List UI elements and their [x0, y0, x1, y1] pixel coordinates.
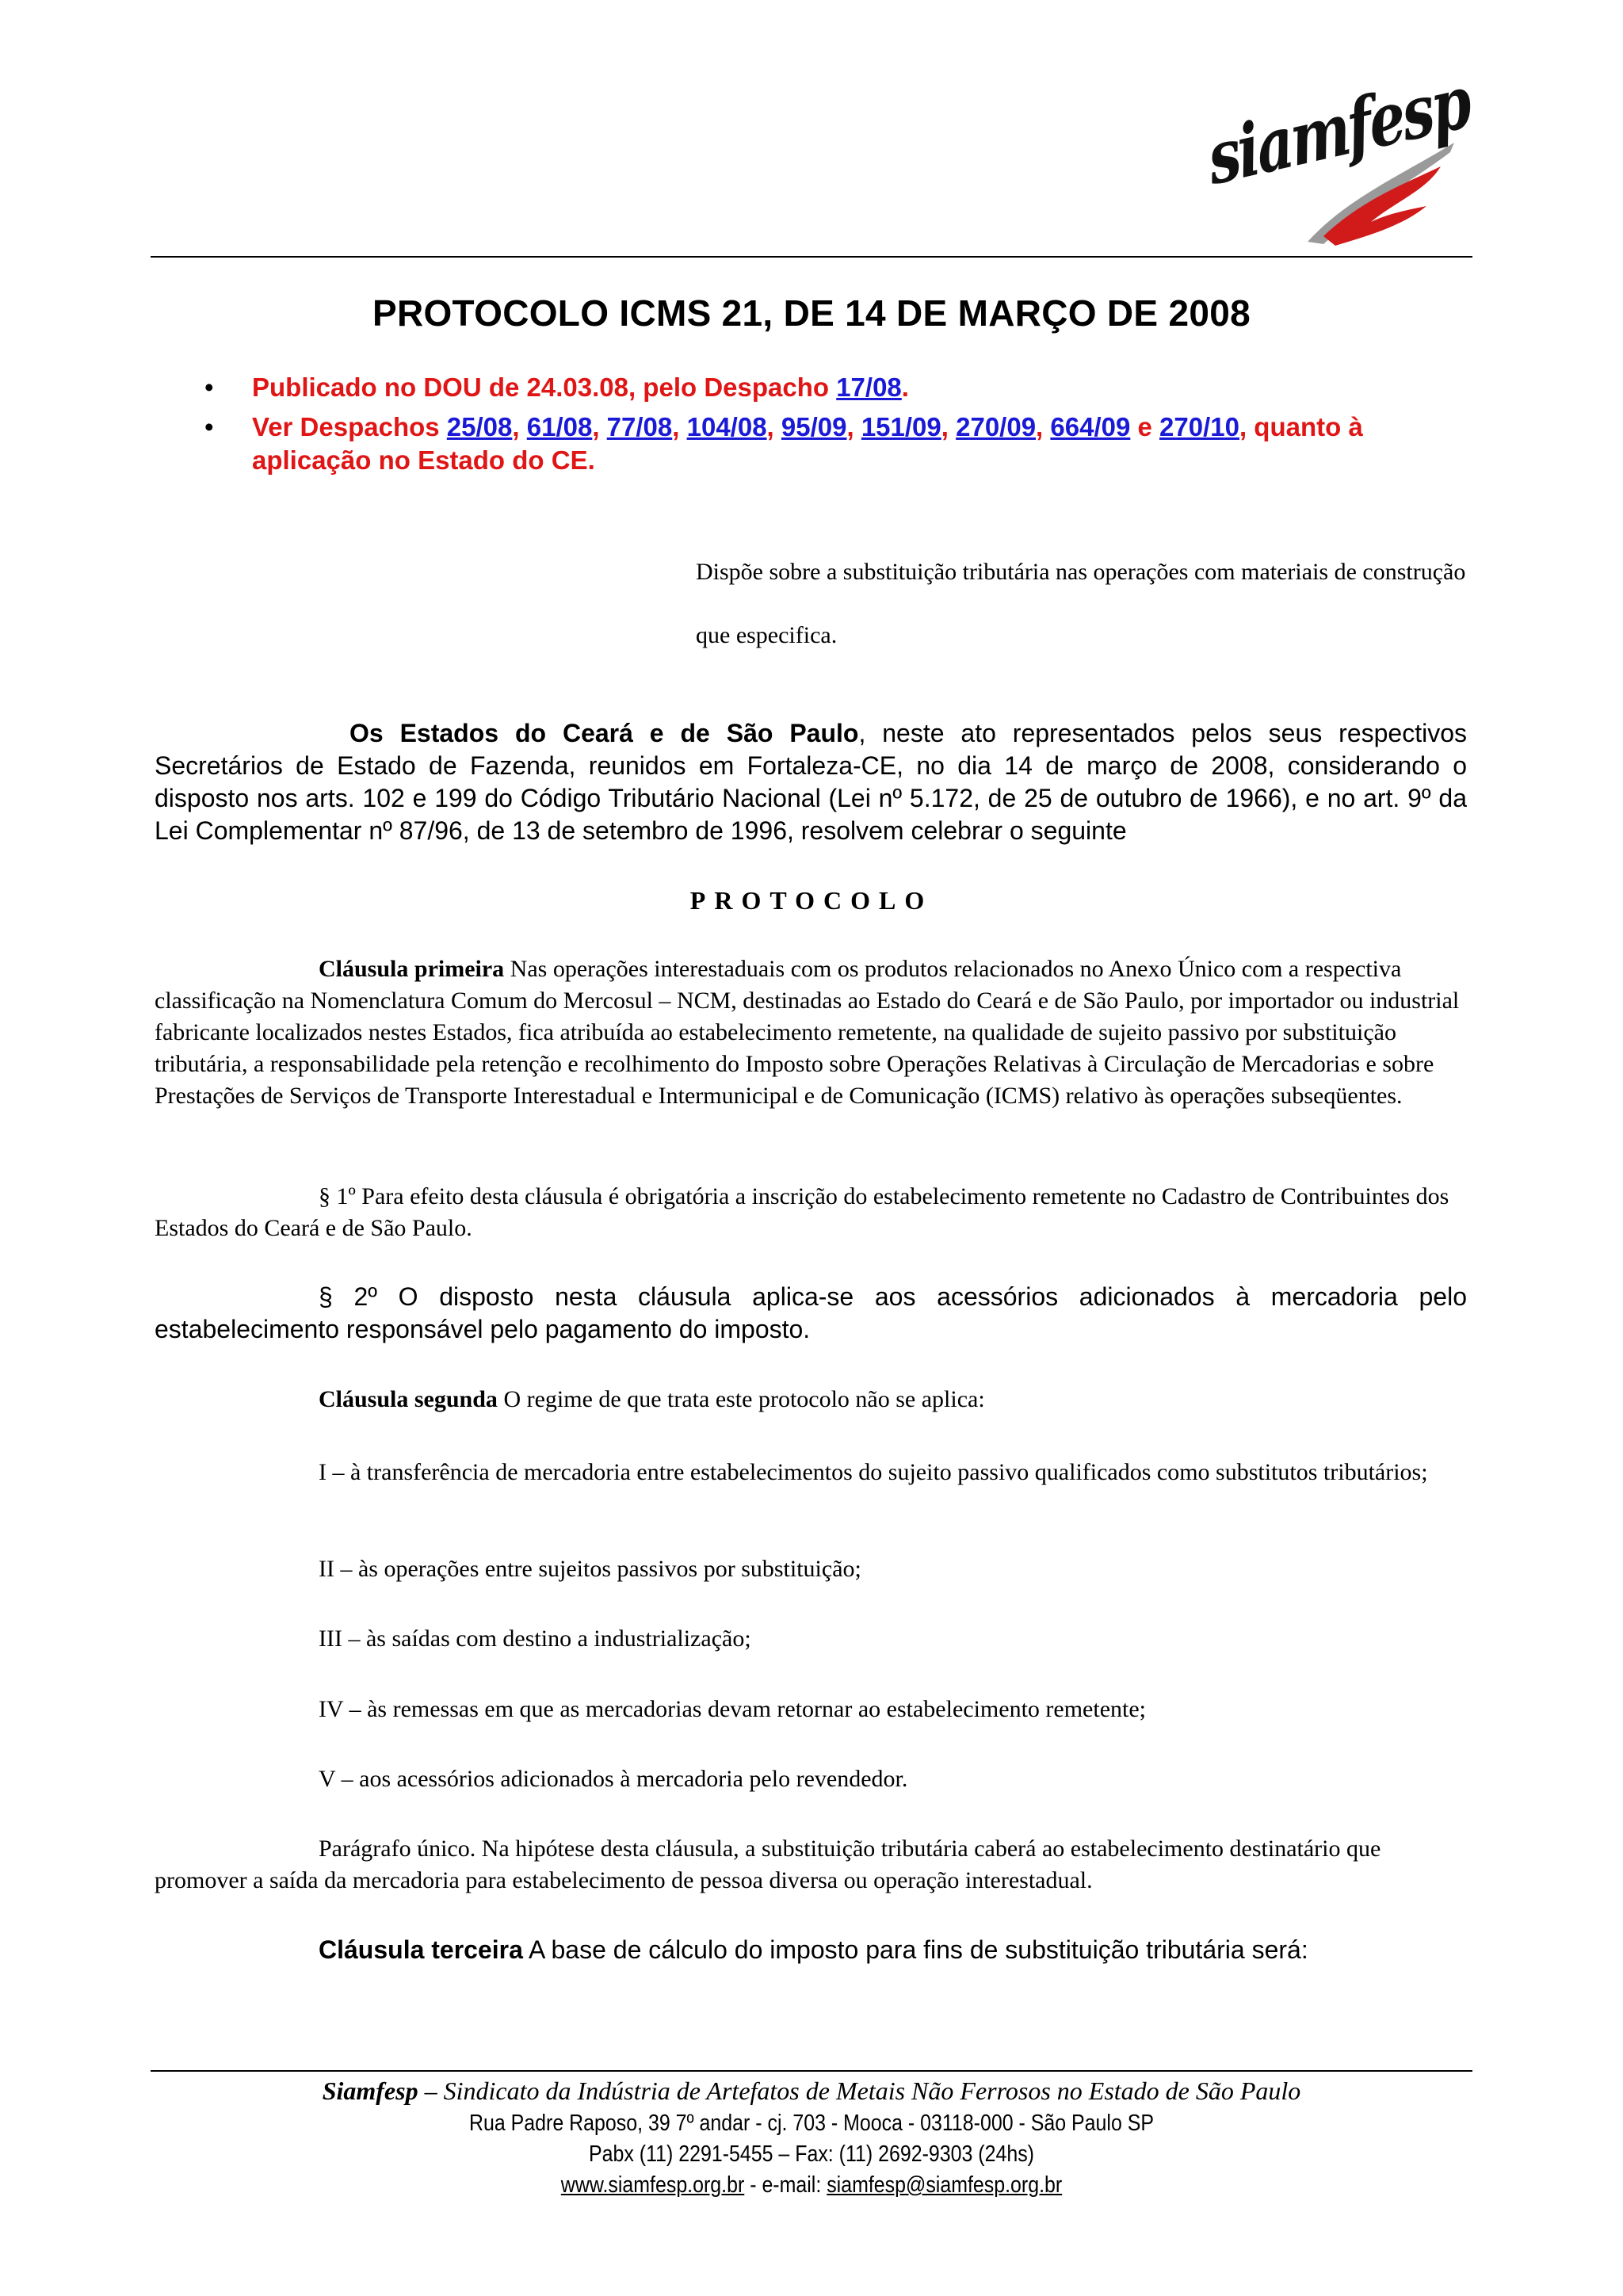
clausula-primeira	[155, 953, 1467, 1112]
clausula-terceira-text: A base de cálculo do imposto para fins de substituição tributária será:	[522, 1935, 1308, 1964]
despacho-link[interactable]: 151/09	[861, 412, 941, 441]
despacho-link[interactable]: 270/09	[956, 412, 1037, 441]
logo-wordmark: siamfesp	[1203, 59, 1474, 202]
clausula-segunda-label: Cláusula segunda	[319, 1386, 498, 1412]
separator: ,	[941, 412, 957, 441]
note2-text: Ver Despachos	[252, 412, 447, 441]
separator: ,	[846, 412, 861, 441]
note2-suffix: , quanto à aplicação no Estado do CE.	[252, 412, 1363, 475]
despacho-link[interactable]: 77/08	[606, 412, 673, 441]
footer-org-name: Siamfesp	[322, 2076, 418, 2105]
email-label: - e-mail:	[744, 2172, 827, 2198]
inciso-iii: III – às saídas com destino a industrialização;	[319, 1626, 751, 1652]
protocolo-heading: PROTOCOLO	[689, 886, 934, 915]
paragrafo-unico: Parágrafo único. Na hipótese desta cláusula, a substituição tributária caberá ao estabelecimento destinatário que promover a saída da mercadoria para estabelecimento de pessoa diversa ou operação interestadual.	[155, 1836, 1381, 1893]
preamble-states: Os Estados do Ceará e de São Paulo	[349, 719, 859, 747]
separator: ,	[672, 412, 687, 441]
despacho-link[interactable]: 25/08	[446, 412, 513, 441]
despacho-link[interactable]: 270/10	[1159, 412, 1239, 441]
note1-text: Publicado no DOU de 24.03.08, pelo Despacho	[252, 372, 837, 402]
header-divider	[151, 256, 1472, 258]
note-publication	[198, 371, 1474, 404]
paragrafo-2: § 2º O disposto nesta cláusula aplica-se aos acessórios adicionados à mercadoria pelo estabelecimento responsável pelo pagamento do imposto.	[155, 1282, 1467, 1343]
bullet-icon: •	[204, 412, 214, 441]
separator: ,	[512, 412, 527, 441]
clausula-primeira-label: Cláusula primeira	[319, 956, 505, 982]
summary-ementa: Dispõe sobre a substituição tributária nas operações com materiais de construção que especifica.	[696, 559, 1466, 648]
inciso-ii: II – às operações entre sujeitos passivos por substituição;	[319, 1556, 861, 1582]
clausula-segunda-text: O regime de que trata este protocolo não se aplica:	[497, 1386, 985, 1412]
footer-contact	[151, 2108, 1472, 2201]
clausula-terceira-label: Cláusula terceira	[319, 1935, 523, 1964]
separator: e	[1130, 412, 1160, 441]
despacho-link[interactable]: 104/08	[686, 412, 767, 441]
footer-address: Rua Padre Raposo, 39 7º andar - cj. 703 - Mooca - 03118-000 - São Paulo SP	[468, 2111, 1155, 2136]
separator: ,	[1036, 412, 1051, 441]
email-link[interactable]: siamfesp@siamfesp.org.br	[827, 2172, 1063, 2198]
despacho-link-17-08[interactable]: 17/08	[836, 372, 902, 402]
despacho-link[interactable]: 95/09	[781, 412, 847, 441]
bullet-icon: •	[204, 372, 214, 402]
despacho-link[interactable]: 664/09	[1050, 412, 1131, 441]
footer-organization	[151, 2075, 1472, 2107]
clausula-terceira	[155, 1934, 1467, 1966]
footer-phone: Pabx (11) 2291-5455 – Fax: (11) 2692-9303 (24hs)	[589, 2141, 1034, 2167]
document-title: PROTOCOLO ICMS 21, DE 14 DE MARÇO DE 2008	[372, 292, 1251, 334]
footer-web-email	[243, 2170, 1380, 2201]
note-despachos	[198, 411, 1474, 477]
clausula-segunda	[155, 1384, 1467, 1415]
note1-suffix: .	[901, 372, 909, 402]
preamble-text: , neste ato representados pelos seus respectivos Secretários de Estado de Fazenda, reunidos em Fortaleza-CE, no dia 14 de março de 2008, considerando o disposto nos arts. 102 e 199 do Código Tributário Nacional (Lei nº 5.172, de 25 de outubro de 1966), e no art. 9º da Lei Complementar nº 87/96, de 13 de setembro de 1996, resolvem celebrar o seguinte	[155, 719, 1468, 845]
siamfesp-logo	[1189, 59, 1474, 254]
preamble-paragraph	[155, 717, 1467, 847]
footer-org-description: – Sindicato da Indústria de Artefatos de Metais Não Ferrosos no Estado de São Paulo	[418, 2076, 1301, 2105]
inciso-v: V – aos acessórios adicionados à mercadoria pelo revendedor.	[319, 1766, 908, 1792]
paragrafo-1: § 1º Para efeito desta cláusula é obrigatória a inscrição do estabelecimento remetente no Cadastro de Contribuintes dos Estados do Ceará e de São Paulo.	[155, 1183, 1449, 1241]
inciso-i: I – à transferência de mercadoria entre estabelecimentos do sujeito passivo qualificados como substitutos tributários;	[319, 1459, 1428, 1485]
footer-divider	[151, 2070, 1472, 2072]
inciso-iv: IV – às remessas em que as mercadorias devam retornar ao estabelecimento remetente;	[319, 1696, 1146, 1722]
website-link[interactable]: www.siamfesp.org.br	[560, 2172, 745, 2198]
publication-notes	[198, 371, 1474, 483]
separator: ,	[766, 412, 781, 441]
clausula-primeira-text: Nas operações interestaduais com os produtos relacionados no Anexo Único com a respectiva classificação na Nomenclatura Comum do Mercosul – NCM, destinadas ao Estado do Ceará e de São Paulo, por importador ou industrial fabricante localizados nestes Estados, fica atribuída ao estabelecimento remetente, na qualidade de sujeito passivo por substituição tributária, a responsabilidade pela retenção e recolhimento do Imposto sobre Operações Relativas à Circulação de Mercadorias e sobre Prestações de Serviços de Transporte Interestadual e Intermunicipal e de Comunicação (ICMS) relativo às operações subseqüentes.	[155, 956, 1460, 1109]
separator: ,	[592, 412, 607, 441]
despacho-link[interactable]: 61/08	[526, 412, 593, 441]
